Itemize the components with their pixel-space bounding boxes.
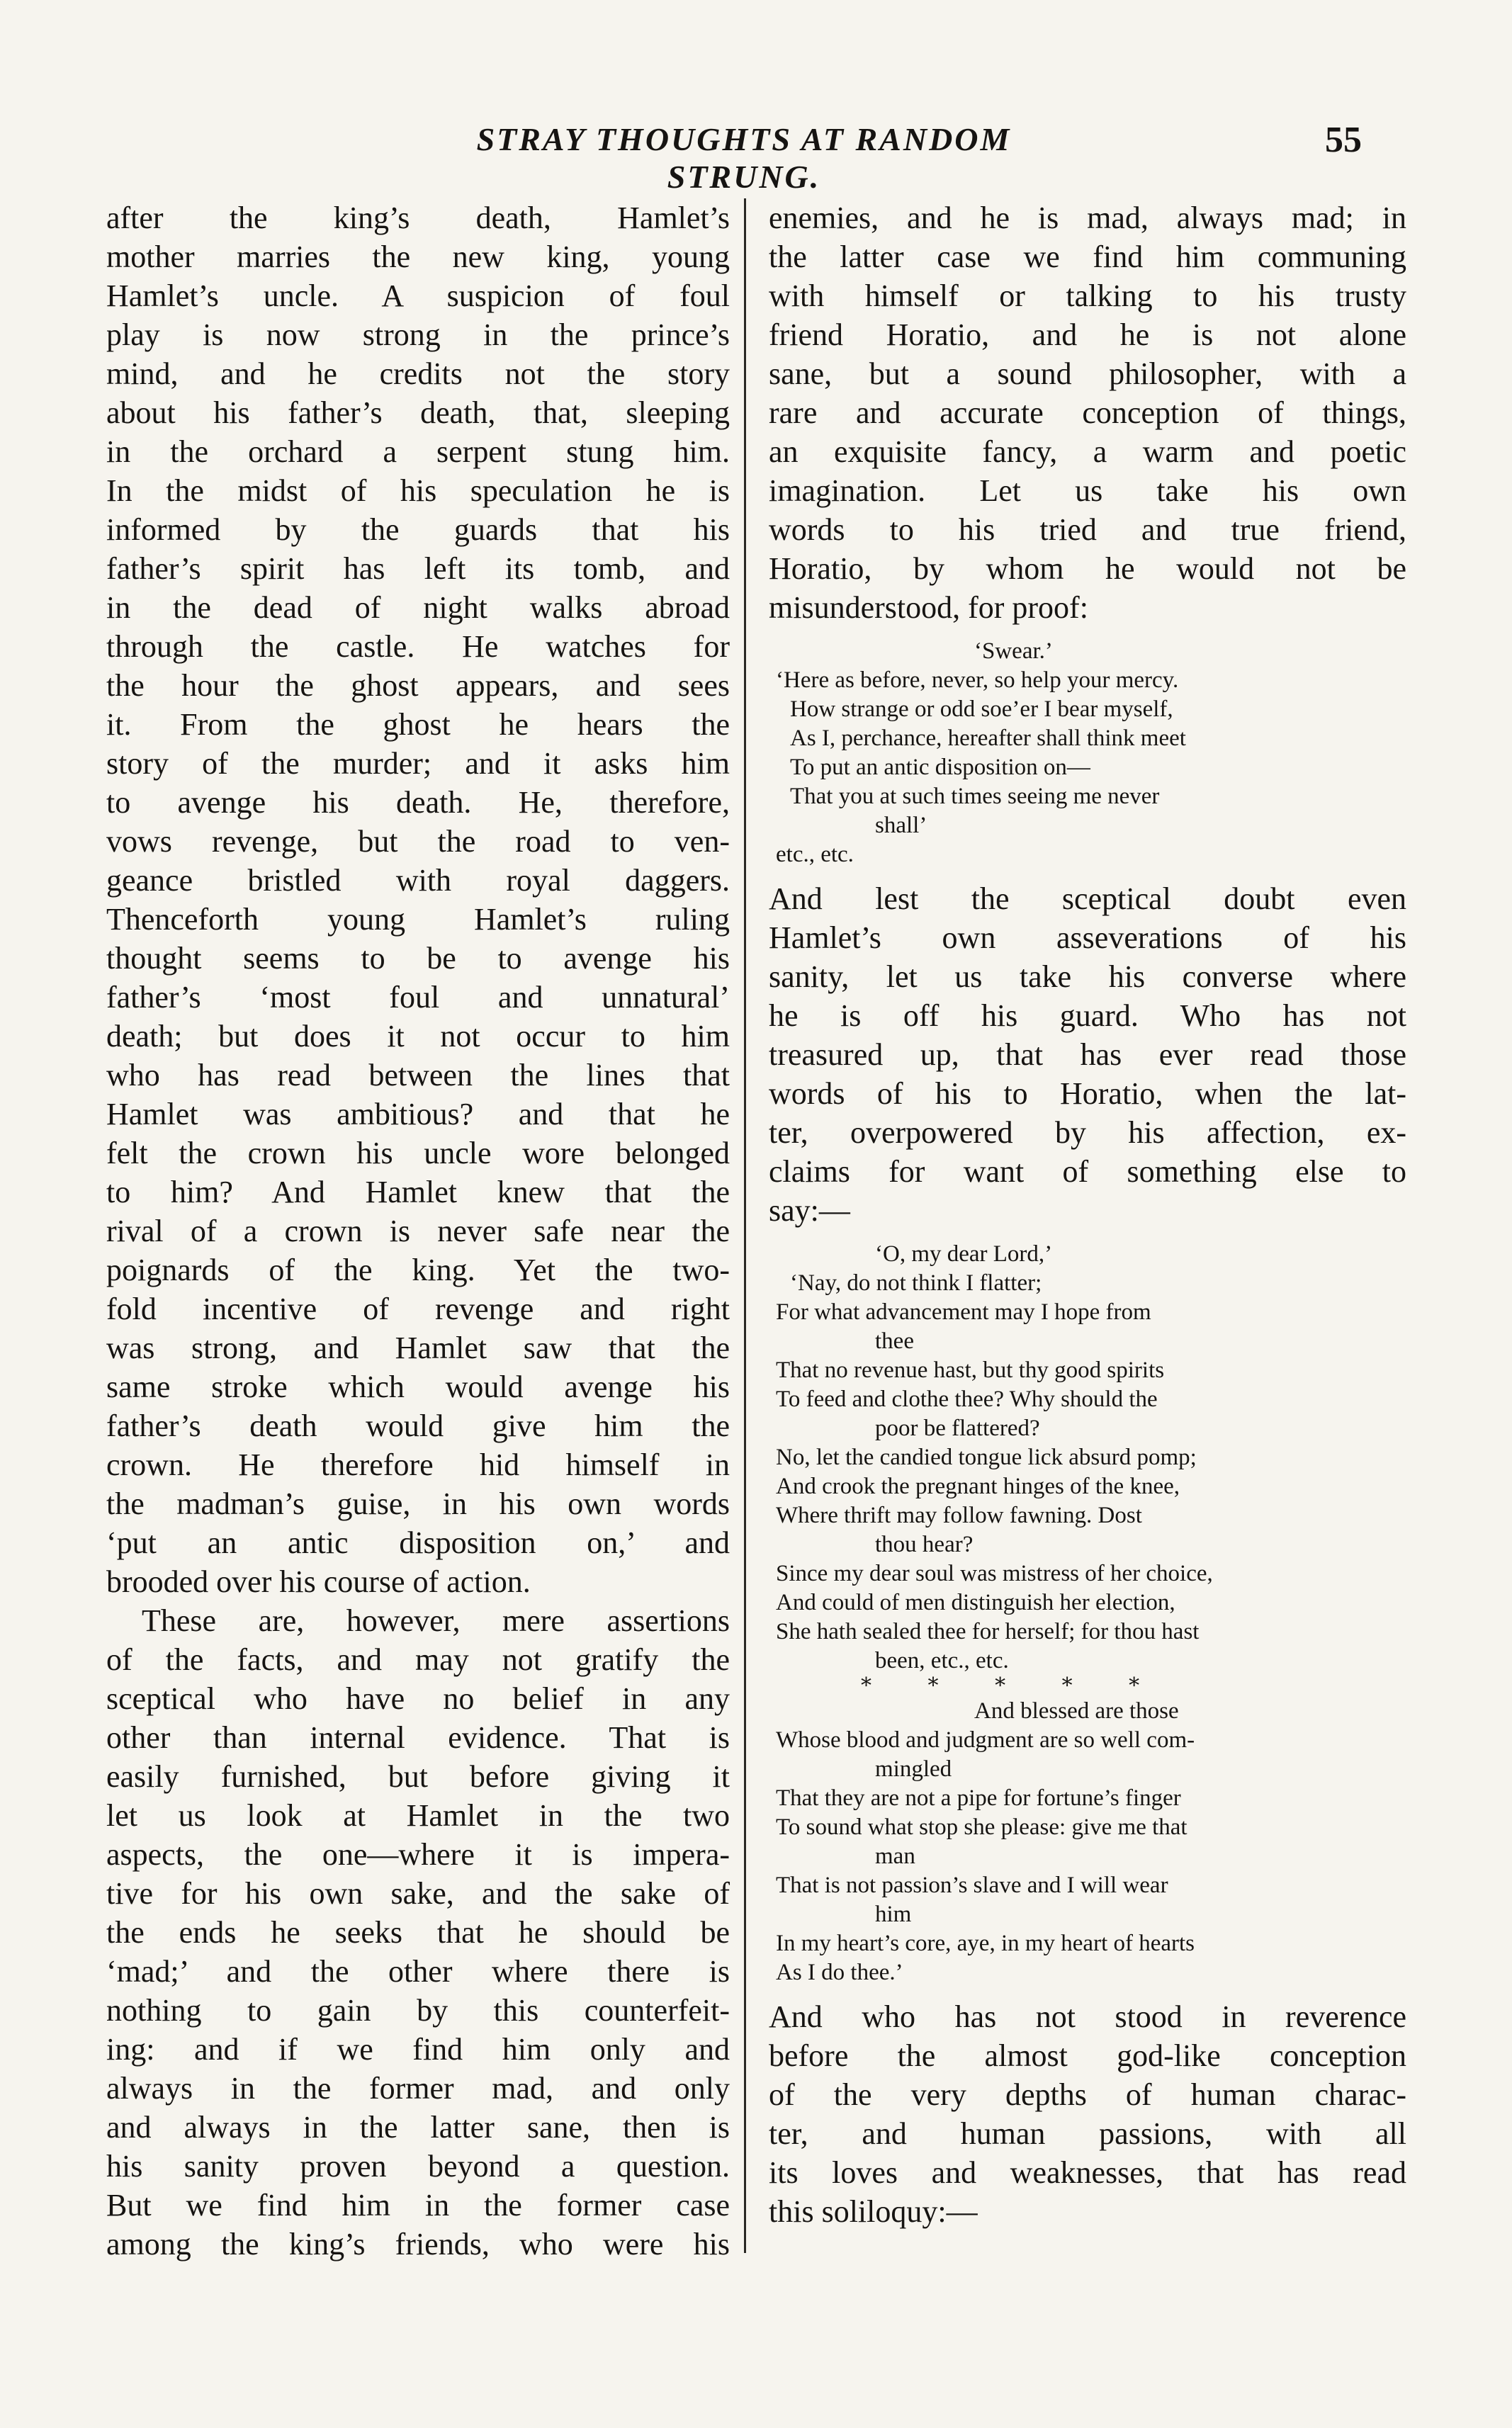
text-line: And lest the sceptical doubt even — [769, 881, 1406, 916]
text-line: the ends he seeks that he should be — [106, 1915, 730, 1950]
verse-line: For what advancement may I hope from — [776, 1299, 1151, 1325]
verse-line: No, let the candied tongue lick absurd pomp; — [776, 1445, 1197, 1470]
verse-line: ‘O, my dear Lord,’ — [875, 1241, 1053, 1267]
text-line: misunderstood, for proof: — [769, 590, 1088, 625]
verse-quotation — [776, 1240, 1406, 1987]
text-line: after the king’s death, Hamlet’s — [106, 201, 730, 235]
verse-line: poor be flattered? — [875, 1416, 1040, 1441]
text-line: Hamlet’s uncle. A suspicion of foul — [106, 278, 730, 313]
text-line: through the castle. He watches for — [106, 629, 730, 664]
verse-line: In my heart’s core, aye, in my heart of hearts — [776, 1931, 1195, 1956]
text-line: mind, and he credits not the story — [106, 356, 730, 391]
text-line: ing: and if we find him only and — [106, 2032, 730, 2067]
verse-line: etc., etc. — [776, 842, 854, 867]
text-line: same stroke which would avenge his — [106, 1370, 730, 1404]
text-line: sceptical who have no belief in any — [106, 1681, 730, 1716]
text-line: before the almost god-like conception — [769, 2038, 1406, 2073]
text-line: Hamlet’s own asseverations of his — [769, 920, 1406, 955]
text-line: rare and accurate conception of things, — [769, 395, 1406, 430]
verse-line: That is not passion’s slave and I will wear — [776, 1873, 1168, 1898]
text-line: thought seems to be to avenge his — [106, 941, 730, 976]
text-line: story of the murder; and it asks him — [106, 746, 730, 781]
text-line: the madman’s guise, in his own words — [106, 1486, 730, 1521]
text-line: let us look at Hamlet in the two — [106, 1798, 730, 1833]
text-line: In the midst of his speculation he is — [106, 473, 730, 508]
verse-line: As I do thee.’ — [776, 1960, 903, 1985]
text-line: poignards of the king. Yet the two- — [106, 1253, 730, 1287]
text-line: words to his tried and true friend, — [769, 512, 1406, 547]
text-line: tive for his own sake, and the sake of — [106, 1876, 730, 1911]
text-line: was strong, and Hamlet saw that the — [106, 1331, 730, 1365]
verse-line: How strange or odd soe’er I bear myself, — [790, 696, 1173, 722]
verse-line: ‘Nay, do not think I flatter; — [790, 1270, 1042, 1296]
verse-line: mingled — [875, 1756, 952, 1782]
text-line: informed by the guards that his — [106, 512, 730, 547]
text-line: And who has not stood in reverence — [769, 1999, 1406, 2034]
text-line: felt the crown his uncle wore belonged — [106, 1136, 730, 1170]
text-line: brooded over his course of action. — [106, 1564, 531, 1599]
text-line: say:— — [769, 1193, 850, 1228]
text-line: crown. He therefore hid himself in — [106, 1447, 730, 1482]
page-number: 55 — [1325, 120, 1362, 160]
text-line: words of his to Horatio, when the lat- — [769, 1076, 1406, 1111]
verse-line: ‘Here as before, never, so help your mercy. — [776, 667, 1179, 693]
text-line: and always in the latter sane, then is — [106, 2110, 730, 2145]
text-line: geance bristled with royal daggers. — [106, 863, 730, 898]
verse-line: him — [875, 1902, 912, 1927]
verse-line: man — [875, 1843, 915, 1869]
text-line: other than internal evidence. That is — [106, 1720, 730, 1755]
text-line: sanity, let us take his converse where — [769, 959, 1406, 994]
asterism-divider: * * * * * — [861, 1673, 1140, 1698]
verse-line: To feed and clothe thee? Why should the — [776, 1387, 1158, 1412]
text-line: of the very depths of human charac- — [769, 2077, 1406, 2112]
text-line: his sanity proven beyond a question. — [106, 2149, 730, 2184]
verse-line: And could of men distinguish her election, — [776, 1590, 1175, 1615]
verse-line: As I, perchance, hereafter shall think meet — [790, 725, 1186, 751]
verse-line: She hath sealed thee for herself; for thou hast — [776, 1619, 1200, 1644]
text-line: he is off his guard. Who has not — [769, 998, 1406, 1033]
text-line: Horatio, by whom he would not be — [769, 551, 1406, 586]
verse-line: Since my dear soul was mistress of her choice, — [776, 1561, 1213, 1586]
verse-line: And crook the pregnant hinges of the knee, — [776, 1474, 1180, 1499]
right-column — [769, 198, 1406, 2231]
text-line: sane, but a sound philosopher, with a — [769, 356, 1406, 391]
text-line: ‘put an antic disposition on,’ and — [106, 1525, 730, 1560]
text-line: mother marries the new king, young — [106, 239, 730, 274]
verse-line: That you at such times seeing me never — [790, 784, 1160, 809]
verse-line: And blessed are those — [974, 1698, 1179, 1724]
text-line: in the dead of night walks abroad — [106, 590, 730, 625]
text-line: friend Horatio, and he is not alone — [769, 317, 1406, 352]
column-divider — [744, 198, 746, 2253]
text-line: play is now strong in the prince’s — [106, 317, 730, 352]
text-line: an exquisite fancy, a warm and poetic — [769, 434, 1406, 469]
text-line: ‘mad;’ and the other where there is — [106, 1954, 730, 1989]
text-line: father’s ‘most foul and unnatural’ — [106, 980, 730, 1015]
text-line: among the king’s friends, who were his — [106, 2227, 730, 2262]
text-line: the hour the ghost appears, and sees — [106, 668, 730, 703]
verse-line: thee — [875, 1328, 914, 1354]
text-line: always in the former mad, and only — [106, 2071, 730, 2106]
text-line: its loves and weaknesses, that has read — [769, 2155, 1406, 2190]
text-line: Hamlet was ambitious? and that he — [106, 1097, 730, 1131]
verse-line: ‘Swear.’ — [974, 638, 1053, 664]
verse-line: To sound what stop she please: give me that — [776, 1814, 1187, 1840]
text-line: it. From the ghost he hears the — [106, 707, 730, 742]
text-line: who has read between the lines that — [106, 1058, 730, 1092]
text-line: Thenceforth young Hamlet’s ruling — [106, 902, 730, 937]
text-line: to him? And Hamlet knew that the — [106, 1175, 730, 1209]
verse-line: Where thrift may follow fawning. Dost — [776, 1503, 1142, 1528]
text-line: to avenge his death. He, therefore, — [106, 785, 730, 820]
text-line: rival of a crown is never safe near the — [106, 1214, 730, 1248]
text-line: treasured up, that has ever read those — [769, 1037, 1406, 1072]
left-column — [106, 198, 730, 2264]
text-line: enemies, and he is mad, always mad; in — [769, 201, 1406, 235]
text-line: death; but does it not occur to him — [106, 1019, 730, 1054]
text-line: ter, and human passions, with all — [769, 2116, 1406, 2151]
text-line: this soliloquy:— — [769, 2194, 978, 2229]
text-line: claims for want of something else to — [769, 1154, 1406, 1189]
verse-line: To put an antic disposition on— — [790, 755, 1090, 780]
text-line: with himself or talking to his trusty — [769, 278, 1406, 313]
verse-line: been, etc., etc. — [875, 1648, 1009, 1673]
running-title: STRAY THOUGHTS AT RANDOM STRUNG. — [476, 121, 1012, 195]
text-line: the latter case we find him communing — [769, 239, 1406, 274]
verse-line: thou hear? — [875, 1532, 974, 1557]
text-line: aspects, the one—where it is impera- — [106, 1837, 730, 1872]
text-line: easily furnished, but before giving it — [106, 1759, 730, 1794]
text-line: vows revenge, but the road to ven- — [106, 824, 730, 859]
text-line: nothing to gain by this counterfeit- — [106, 1993, 730, 2028]
text-line: fold incentive of revenge and right — [106, 1292, 730, 1326]
text-line: of the facts, and may not gratify the — [106, 1642, 730, 1677]
verse-line: Whose blood and judgment are so well com- — [776, 1727, 1195, 1753]
verse-quotation — [776, 637, 1406, 869]
text-line: ter, overpowered by his affection, ex- — [769, 1115, 1406, 1150]
text-line: about his father’s death, that, sleeping — [106, 395, 730, 430]
verse-line: That they are not a pipe for fortune’s finger — [776, 1785, 1181, 1811]
text-line: These are, however, mere assertions — [142, 1603, 730, 1638]
verse-line: That no revenue hast, but thy good spirits — [776, 1357, 1165, 1383]
text-line: father’s death would give him the — [106, 1408, 730, 1443]
text-line: in the orchard a serpent stung him. — [106, 434, 730, 469]
text-line: father’s spirit has left its tomb, and — [106, 551, 730, 586]
text-line: imagination. Let us take his own — [769, 473, 1406, 508]
text-line: But we find him in the former case — [106, 2188, 730, 2223]
verse-line: shall’ — [875, 813, 927, 838]
